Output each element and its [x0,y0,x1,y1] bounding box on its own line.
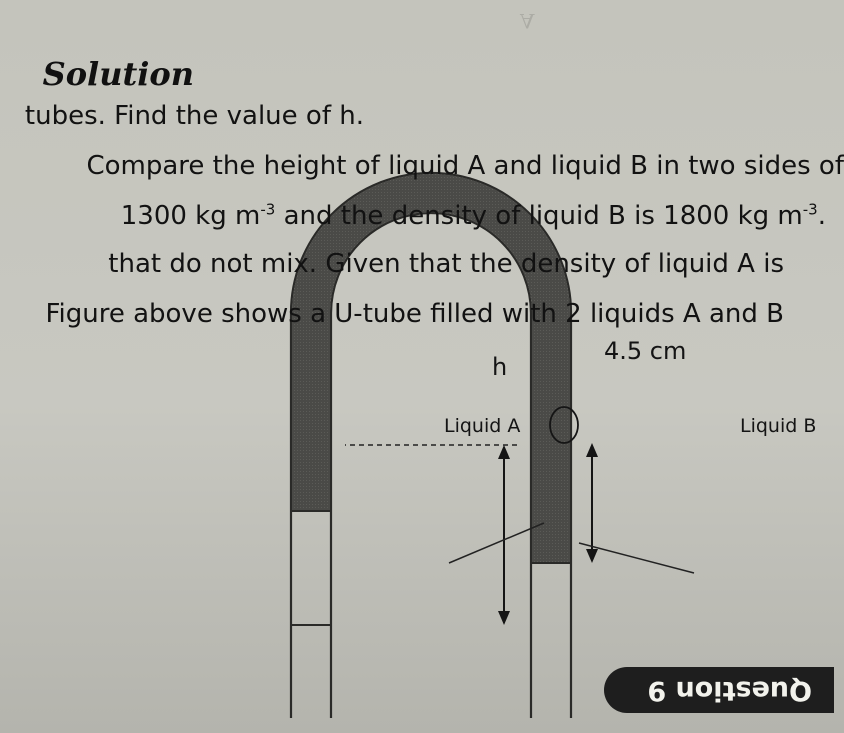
label-liquid-b: Liquid B [740,415,817,437]
density-b-exponent: -3 [802,200,818,219]
pointer-liquid-a [449,523,544,563]
question-line-4: Compare the height of liquid A and liquid B in two sides of [86,151,844,181]
question-line-3 [121,200,826,231]
density-a-exponent: -3 [260,200,276,219]
solution-heading-visible: Solution [42,55,194,93]
question-line-1: Figure above shows a U-tube filled with 2 liquids A and B [45,299,784,329]
question-line-2: that do not mix. Given that the density of liquid A is [108,249,784,279]
label-h: h [492,353,508,381]
question-badge: Question 9 [604,667,834,713]
bleed-through-text: A [520,9,535,33]
density-mid: and the density of liquid B is [283,201,655,231]
dimension-h [498,445,510,625]
pointer-liquid-b [579,543,694,573]
label-liquid-a: Liquid A [444,415,521,437]
u-tube-inner-wall [331,213,531,718]
density-b: 1800 kg m [663,201,803,231]
period: . [817,201,826,231]
question-line-5: tubes. Find the value of h. [24,101,364,131]
density-a: 1300 kg m [120,201,261,231]
liquid-b [292,174,570,563]
label-4-5-cm: 4.5 cm [604,337,687,365]
